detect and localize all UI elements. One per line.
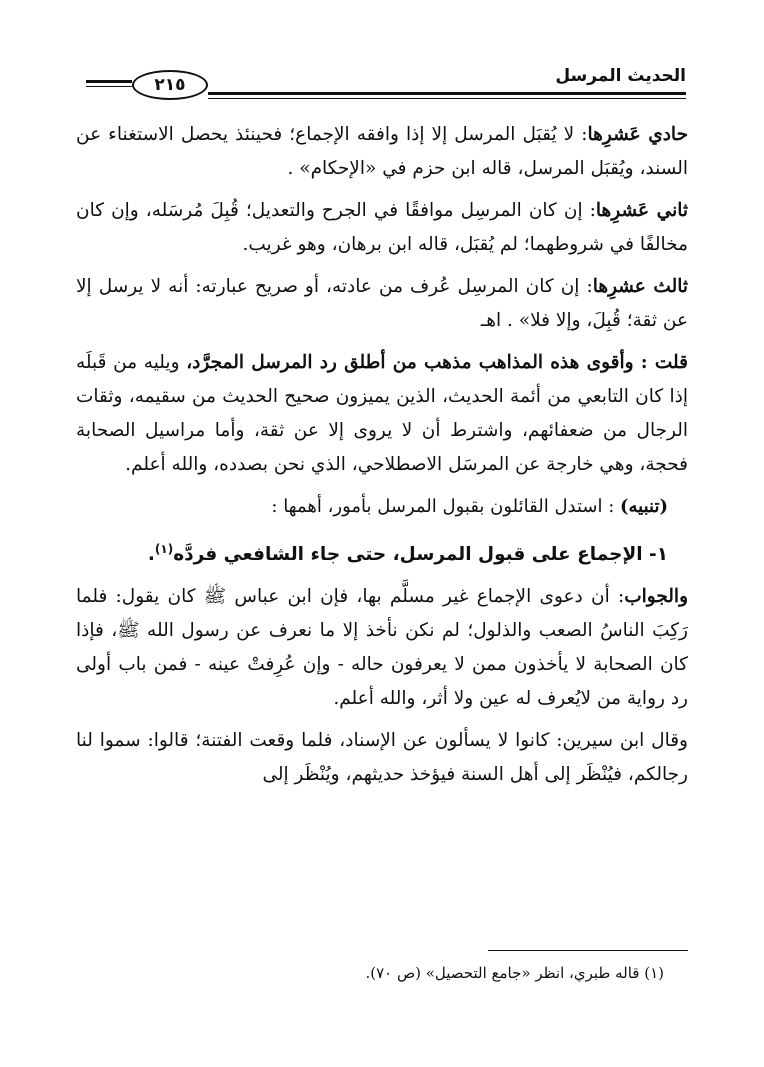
footnote-separator (488, 950, 688, 951)
paragraph-text: : أن دعوى الإجماع غير مسلَّم بها، فإن ابن عباس ﷺ كان يقول: فلما رَكِبَ الناسُ الصعب والذلول؛ لم نكن نأخذ إلا ما نعرف عن رسول الله ﷺ، فإذا كان الصحابة لا يأخذون ممن لا يعرفون حاله - وإن عُرِفتْ عينه - فمن باب أولى رد رواية من لايُعرف له عين ولا أثر، والله أعلم. (76, 586, 688, 710)
paragraph-ibn-sirin (76, 724, 688, 792)
list-item-consensus (76, 532, 668, 572)
paragraph-thirteenth (76, 270, 688, 338)
paragraph-twelfth (76, 194, 688, 262)
paragraph-lead: ثاني عَشرِها (595, 200, 689, 221)
paragraph-lead: قلت : وأقوى هذه المذاهب مذهب من أطلق رد المرسل المجرَّد، (186, 352, 689, 373)
footnote-reference[interactable]: (١) (154, 542, 174, 556)
paragraph-text: ويليه من قَبلَه إذا كان التابعي من أئمة الحديث، الذين يميزون صحيح الحديث من سقيمه، وثقات الرجال من ضعفائهم، واشترط أن لا يروى إلا عن ثقة، وأما مراسيل الصحابة فحجة، وهي خارجة عن المرسَل الاصطلاحي، الذي نحن بصدده، والله أعلم. (76, 352, 688, 475)
paragraph-lead: والجواب (624, 586, 688, 608)
running-title: الحديث المرسل (555, 66, 686, 86)
note-paragraph (76, 490, 668, 524)
paragraph-text: : إن كان المرسِل عُرف من عادته، أو صريح عبارته: أنه لا يرسل إلا عن ثقة؛ قُبِلَ، وإلا فلا» . اهـ (76, 276, 688, 331)
footnote: (١) قاله طبري، انظر «جامع التحصيل» (ص ٧٠). (365, 964, 664, 982)
note-text: : استدل القائلون بقبول المرسل بأمور، أهمها : (271, 496, 620, 517)
paragraph-lead: ثالث عشرِها (592, 276, 688, 297)
paragraph-text: وقال ابن سيرين: كانوا لا يسألون عن الإسناد، فلما وقعت الفتنة؛ قالوا: سموا لنا رجالكم، فيُنْظَر إلى أهل السنة فيؤخذ حديثهم، ويُنْظَر إلى (76, 730, 688, 786)
header-left-rule-thin (86, 86, 132, 87)
list-item-text: ١- الإجماع على قبول المرسل، حتى جاء الشافعي فردَّه (173, 544, 668, 566)
list-item-end: . (147, 544, 155, 566)
header-rule-thin (208, 98, 686, 99)
paragraph-text: : إن كان المرسِل موافقًا في الجرح والتعديل؛ قُبِلَ مُرسَله، وإن كان مخالفًا في شروطهما؛ لم يُقبَل، قاله ابن برهان، وهو غريب. (76, 200, 688, 255)
paragraph-answer (76, 580, 688, 716)
header-left-rule (86, 80, 132, 83)
page-header (86, 60, 686, 104)
header-rule (208, 92, 686, 95)
paragraph-eleventh (76, 118, 688, 186)
paragraph-author-opinion (76, 346, 688, 482)
page-body (76, 118, 688, 800)
paragraph-lead: حادي عَشرِها (587, 124, 689, 145)
note-lead: (تنبيه) (620, 496, 668, 517)
paragraph-text: : لا يُقبَل المرسل إلا إذا وافقه الإجماع؛ فحينئذ يحصل الاستغناء عن السند، ويُقبَل المرسل، قاله ابن حزم في «الإحكام» . (76, 124, 688, 179)
page-number: ٢١٥ (132, 70, 208, 100)
